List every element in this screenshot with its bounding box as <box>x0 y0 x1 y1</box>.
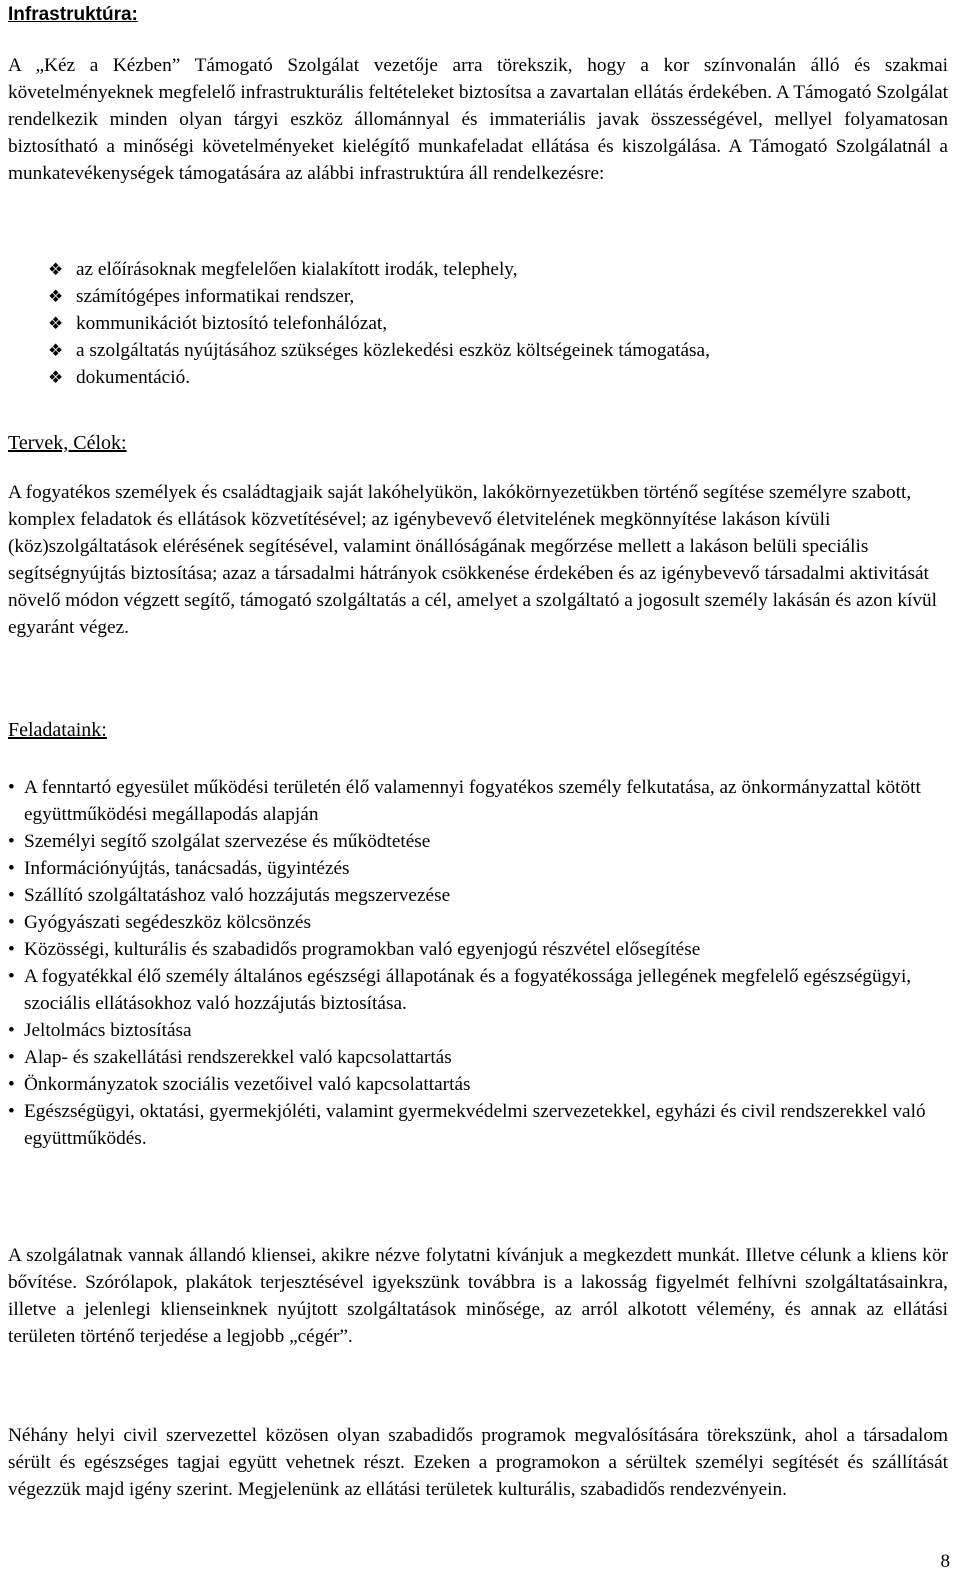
infra-list-item-text: az előírásoknak megfelelően kialakított irodák, telephely, <box>76 259 518 280</box>
tasks-list-item-text: A fogyatékkal élő személy általános egészségi állapotának és a fogyatékossága jellegének megfelelő egészségügyi, szociális ellátásokhoz való hozzájutás biztosítása. <box>24 966 912 1014</box>
tasks-list-item <box>8 1071 948 1098</box>
infra-list-item <box>48 364 948 391</box>
infra-list-item-text: számítógépes informatikai rendszer, <box>76 286 355 307</box>
tasks-list-item <box>8 936 948 963</box>
diamond-bullet-icon: ❖ <box>48 341 64 360</box>
infra-list-item-text: a szolgáltatás nyújtásához szükséges közlekedési eszköz költségeinek támogatása, <box>76 340 710 361</box>
dot-bullet-icon: • <box>8 885 15 906</box>
page-number: 8 <box>940 1551 950 1572</box>
tasks-list-item <box>8 1044 948 1071</box>
infra-list-item <box>48 337 948 364</box>
infra-list-item <box>48 256 948 283</box>
dot-bullet-icon: • <box>8 966 15 987</box>
tasks-list-item-text: Gyógyászati segédeszköz kölcsönzés <box>24 912 311 933</box>
dot-bullet-icon: • <box>8 777 15 798</box>
tasks-list-item <box>8 855 948 882</box>
dot-bullet-icon: • <box>8 1101 15 1122</box>
infra-list-item-text: kommunikációt biztosító telefonhálózat, <box>76 313 388 334</box>
plans-heading: Tervek, Célok: <box>8 432 127 454</box>
diamond-bullet-icon: ❖ <box>48 287 64 306</box>
infra-list-item <box>48 310 948 337</box>
dot-bullet-icon: • <box>8 831 15 852</box>
diamond-bullet-icon: ❖ <box>48 260 64 279</box>
tasks-list-item-text: Alap- és szakellátási rendszerekkel való kapcsolattartás <box>24 1047 452 1068</box>
infra-heading: Infrastruktúra: <box>8 4 138 25</box>
closing-paragraph-1: A szolgálatnak vannak állandó kliensei, akikre nézve folytatni kívánjuk a megkezdett munkát. Illetve célunk a kliens kör bővítése. Szórólapok, plakátok terjesztésével igyekszünk továbbra is a lakosság figyelmét felhívni szolgáltatásainkra, illetve a jelenlegi klienseinknek nyújtott szolgáltatások minősége, az arról alkotott vélemény, és annak az ellátási területen történő terjedése a legjobb „cégér”. <box>8 1245 948 1347</box>
dot-bullet-icon: • <box>8 1020 15 1041</box>
tasks-list-item <box>8 828 948 855</box>
dot-bullet-icon: • <box>8 939 15 960</box>
infra-list <box>8 256 948 391</box>
infra-list-item <box>48 283 948 310</box>
tasks-list <box>8 774 948 1152</box>
tasks-list-item-text: Információnyújtás, tanácsadás, ügyintézés <box>24 858 350 879</box>
dot-bullet-icon: • <box>8 1074 15 1095</box>
tasks-list-item-text: Egészségügyi, oktatási, gyermekjóléti, valamint gyermekvédelmi szervezetekkel, egyházi és civil rendszerekkel való együttműködés. <box>24 1101 926 1149</box>
infra-list-item-text: dokumentáció. <box>76 367 191 388</box>
tasks-list-item-text: Személyi segítő szolgálat szervezése és működtetése <box>24 831 431 852</box>
tasks-list-item-text: Jeltolmács biztosítása <box>24 1020 192 1041</box>
diamond-bullet-icon: ❖ <box>48 314 64 333</box>
dot-bullet-icon: • <box>8 1047 15 1068</box>
diamond-bullet-icon: ❖ <box>48 368 64 387</box>
tasks-list-item <box>8 882 948 909</box>
tasks-list-item-text: Önkormányzatok szociális vezetőivel való kapcsolattartás <box>24 1074 471 1095</box>
infra-intro-paragraph: A „Kéz a Kézben” Támogató Szolgálat vezetője arra törekszik, hogy a kor színvonalán álló és szakmai követelményeknek megfelelő infrastrukturális feltételeket biztosítsa a zavartalan ellátás érdekében. A Támogató Szolgálat rendelkezik minden olyan tárgyi eszköz állománnyal és immateriális javak összességével, mellyel folyamatosan biztosítható a minőségi követelményeket kielégítő munkafeladat ellátása és kiszolgálása. A Támogató Szolgálatnál a munkatevékenységek támogatására az alábbi infrastruktúra áll rendelkezésre: <box>8 55 948 184</box>
dot-bullet-icon: • <box>8 912 15 933</box>
plans-paragraph: A fogyatékos személyek és családtagjaik saját lakóhelyükön, lakókörnyezetükben történő segítése személyre szabott, komplex feladatok és ellátások közvetítésével; az igénybevevő életvitelének megkönnyítése lakáson kívüli (köz)szolgáltatások elérésének segítésével, valamint önállóságának megőrzése mellett a lakáson belüli speciális segítségnyújtás biztosítása; azaz a társadalmi hátrányok csökkenése érdekében és az igénybevevő társadalmi aktivitását növelő módon végzett segítő, támogató szolgáltatás a cél, amelyet a szolgáltató a jogosult személy lakásán és azon kívül egyaránt végez. <box>8 482 937 638</box>
tasks-list-item <box>8 774 948 828</box>
tasks-list-item-text: Szállító szolgáltatáshoz való hozzájutás megszervezése <box>24 885 451 906</box>
tasks-list-item <box>8 1017 948 1044</box>
tasks-list-item-text: Közösségi, kulturális és szabadidős programokban való egyenjogú részvétel elősegítése <box>24 939 701 960</box>
tasks-list-item-text: A fenntartó egyesület működési területén élő valamennyi fogyatékos személy felkutatása, az önkormányzattal kötött együttműködési megállapodás alapján <box>24 777 921 825</box>
tasks-list-item <box>8 963 948 1017</box>
tasks-list-item <box>8 1098 948 1152</box>
tasks-heading: Feladataink: <box>8 719 107 741</box>
tasks-list-item <box>8 909 948 936</box>
closing-paragraph-2: Néhány helyi civil szervezettel közösen olyan szabadidős programok megvalósítására törekszünk, ahol a társadalom sérült és egészséges tagjai együtt vehetnek részt. Ezeken a programokon a sérültek személyi segítését és szállítását végezzük majd igény szerint. Megjelenünk az ellátási területek kulturális, szabadidős rendezvényein. <box>8 1425 948 1500</box>
dot-bullet-icon: • <box>8 858 15 879</box>
